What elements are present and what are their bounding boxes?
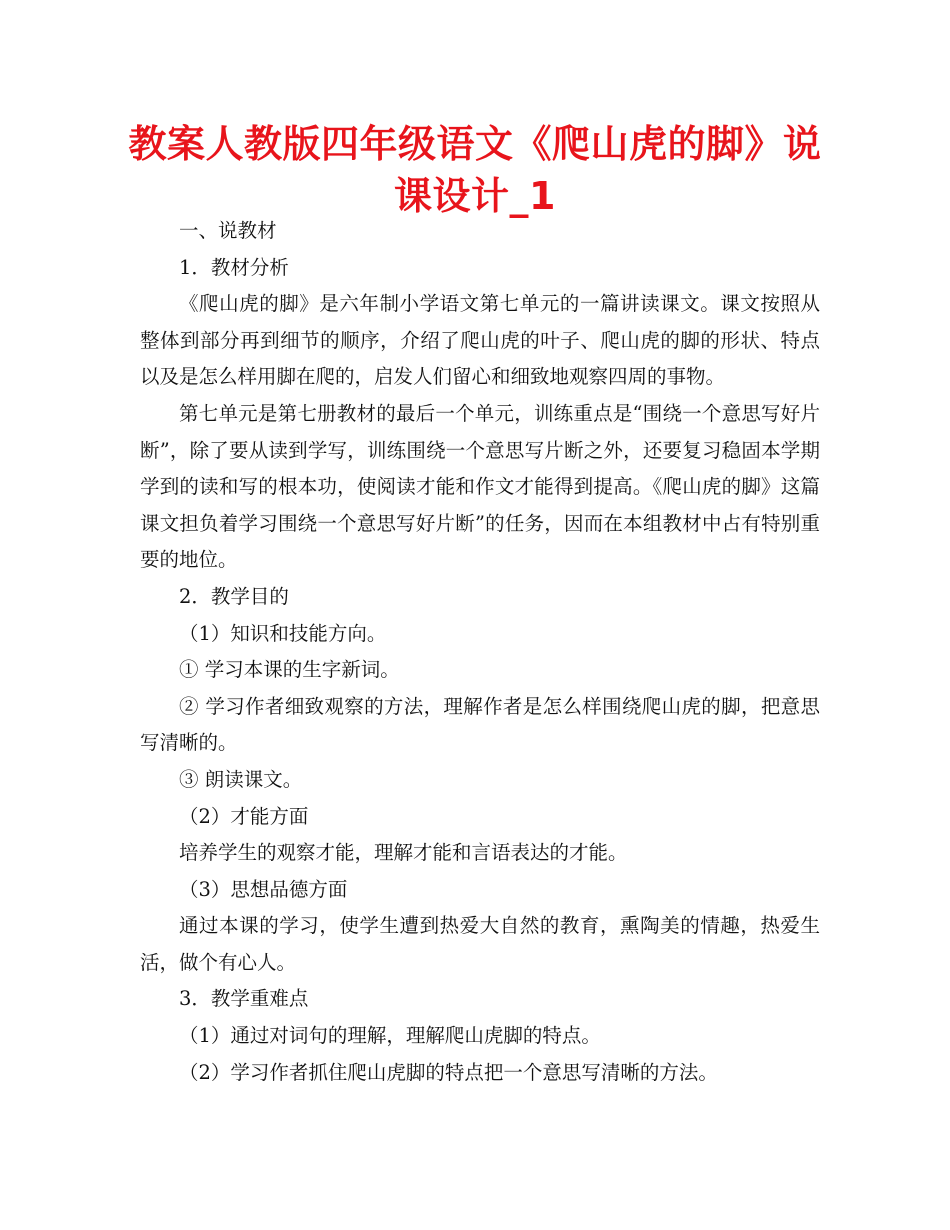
paragraph: 培养学生的观察才能，理解才能和言语表达的才能。 bbox=[179, 841, 628, 865]
subheading-textbook-analysis: 1．教材分析 bbox=[179, 255, 289, 279]
paragraph: 通过本课的学习，使学生遭到热爱大自然的教育，熏陶美的情趣，热爱生活，做个有心人。 bbox=[140, 914, 820, 974]
list-item: （2）才能方面 bbox=[179, 804, 309, 828]
list-item: （3）思想品德方面 bbox=[179, 877, 348, 901]
list-item: ③ 朗读课文。 bbox=[179, 767, 303, 791]
paragraph: 《爬山虎的脚》是六年制小学语文第七单元的一篇讲读课文。课文按照从整体到部分再到细节的顺序，介绍了爬山虎的叶子、爬山虎的脚的形状、特点以及是怎么样用脚在爬的，启发人们留心和细致地观察四周的事物。 bbox=[140, 292, 820, 389]
list-item: （1）知识和技能方向。 bbox=[179, 621, 387, 645]
subheading-key-points: 3．教学重难点 bbox=[179, 987, 309, 1011]
document-title: 教案人教版四年级语文《爬山虎的脚》说课设计_1 bbox=[128, 122, 822, 218]
list-item: ② 学习作者细致观察的方法，理解作者是怎么样围绕爬山虎的脚，把意思写清晰的。 bbox=[140, 694, 820, 755]
section-heading-1: 一、说教材 bbox=[179, 219, 277, 242]
subheading-teaching-goals: 2．教学目的 bbox=[179, 584, 289, 608]
list-item: ① 学习本课的生字新词。 bbox=[179, 658, 400, 682]
list-item: （2）学习作者抓住爬山虎脚的特点把一个意思写清晰的方法。 bbox=[179, 1060, 718, 1084]
list-item: （1）通过对词句的理解，理解爬山虎脚的特点。 bbox=[179, 1024, 601, 1048]
document-body bbox=[140, 213, 820, 1091]
paragraph: 第七单元是第七册教材的最后一个单元，训练重点是“围绕一个意思写好片断”，除了要从读到学写，训练围绕一个意思写片断之外，还要复习稳固本学期学到的读和写的根本功，使阅读才能和作文才能得到提高。《爬山虎的脚》这篇课文担负着学习围绕一个意思写好片断”的任务，因而在本组教材中占有特别重要的地位。 bbox=[140, 401, 820, 572]
